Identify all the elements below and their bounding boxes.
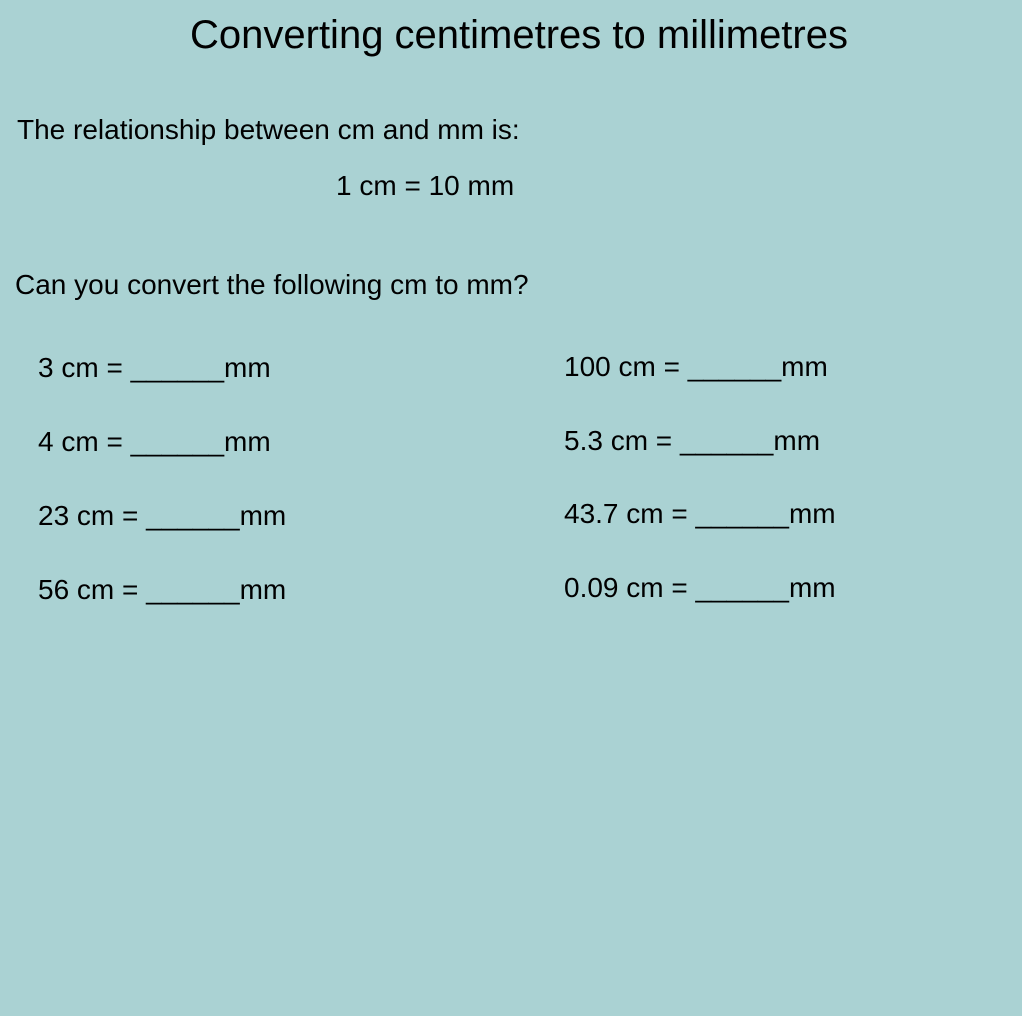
page-title: Converting centimetres to millimetres: [190, 13, 848, 57]
conversion-relationship: 1 cm = 10 mm: [336, 170, 515, 201]
question-56cm: 56 cm = ______mm: [38, 574, 287, 605]
question-100cm: 100 cm = ______mm: [564, 351, 828, 382]
question-3cm: 3 cm = ______mm: [38, 352, 271, 383]
question-4cm: 4 cm = ______mm: [38, 426, 271, 457]
question-23cm: 23 cm = ______mm: [38, 500, 287, 531]
exercise-prompt: Can you convert the following cm to mm?: [15, 269, 529, 300]
question-5-3cm: 5.3 cm = ______mm: [564, 425, 821, 456]
question-0-09cm: 0.09 cm = ______mm: [564, 572, 836, 603]
question-43-7cm: 43.7 cm = ______mm: [564, 498, 836, 529]
relationship-intro: The relationship between cm and mm is:: [17, 114, 520, 145]
